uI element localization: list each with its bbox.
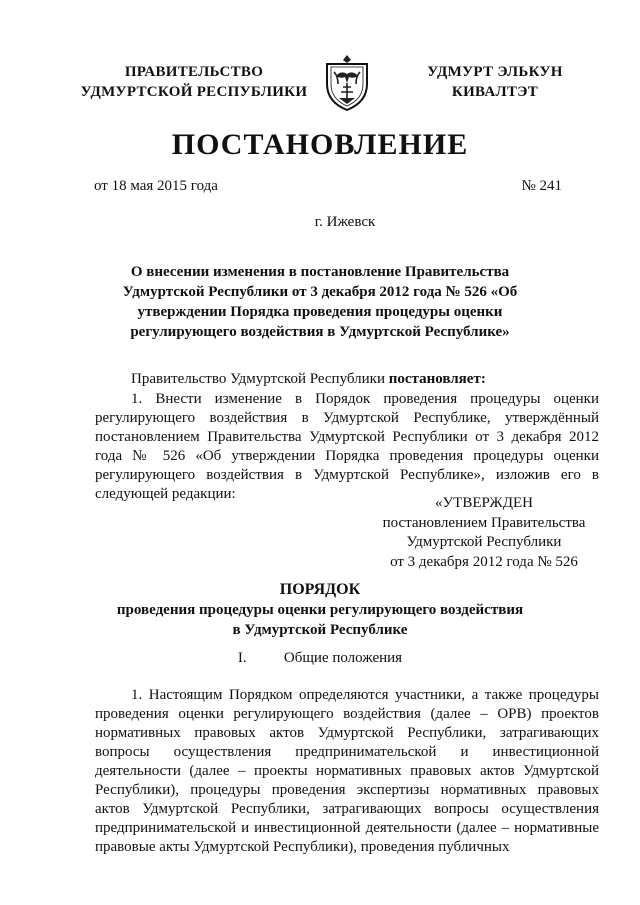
paragraph-1: 1. Внести изменение в Порядок проведения процедуры оценки регулирующего воздействия в Удмуртской Республике, утверждённый постановлением Правительства Удмуртской Республики от 3 декабря 2012 года № 526 «Об утверждении Порядка проведения процедуры оценки регулирующего воздействия в Удмуртской Республике», изложив его в следующей редакции:	[95, 391, 599, 502]
document-title: О внесении изменения в постановление Правительства Удмуртской Республики от 3 декабря 2012 года № 526 «Об утверждении Порядка проведения процедуры оценки регулирующего воздействия в Удмуртской Республике»	[122, 264, 518, 340]
section-heading	[0, 650, 640, 667]
approved-line4: от 3 декабря 2012 года № 526	[390, 553, 578, 570]
approval-stamp	[370, 494, 598, 572]
order-subtitle-line2: в Удмуртской Республике	[232, 622, 408, 638]
order-subtitle-line1: проведения процедуры оценки регулирующего воздействия	[116, 602, 524, 618]
order-title: ПОРЯДОК	[279, 581, 361, 598]
header-right-line1: УДМУРТ ЭЛЬКУН	[427, 64, 563, 80]
header-left-org	[80, 62, 308, 102]
section-number: I.	[237, 650, 247, 666]
document-type: ПОСТАНОВЛЕНИЕ	[171, 128, 469, 161]
header-left-line2: УДМУРТСКОЙ РЕСПУБЛИКИ	[80, 84, 308, 100]
coat-of-arms-icon	[322, 54, 372, 112]
document-number: № 241	[521, 178, 562, 194]
intro-bold: постановляет:	[388, 371, 486, 387]
header-left-line1: ПРАВИТЕЛЬСТВО	[124, 64, 264, 80]
header-right-line2: КИВАЛТЭТ	[451, 84, 539, 100]
section-title: Общие положения	[283, 650, 403, 666]
intro-paragraph	[95, 370, 599, 389]
order-paragraph-1: 1. Настоящим Порядком определяются участники, а также процедуры проведения оценки регулирующего воздействия (далее – ОРВ) проектов нормативных правовых актов Удмуртской Республики, затрагивающих вопросы осуществления предпринимательской и инвестиционной деятельности (далее – проекты нормативных правовых актов Удмуртской Республики), процедуры проведения экспертизы нормативных правовых актов Удмуртской Республики, затрагивающих вопросы осуществления предпринимательской и инвестиционной деятельности (далее – нормативные правовые акты Удмуртской Республики), проведения публичных	[95, 687, 599, 855]
header-right-org	[412, 62, 578, 102]
document-city: г. Ижевск	[314, 214, 376, 230]
document-date: от 18 мая 2015 года	[94, 178, 218, 194]
approved-line2: постановлением Правительства	[382, 514, 586, 531]
order-heading	[0, 580, 640, 640]
approved-line3: Удмуртской Республики	[406, 534, 562, 550]
intro-plain: Правительство Удмуртской Республики	[131, 371, 389, 387]
approved-line1: «УТВЕРЖДЕН	[435, 495, 533, 511]
